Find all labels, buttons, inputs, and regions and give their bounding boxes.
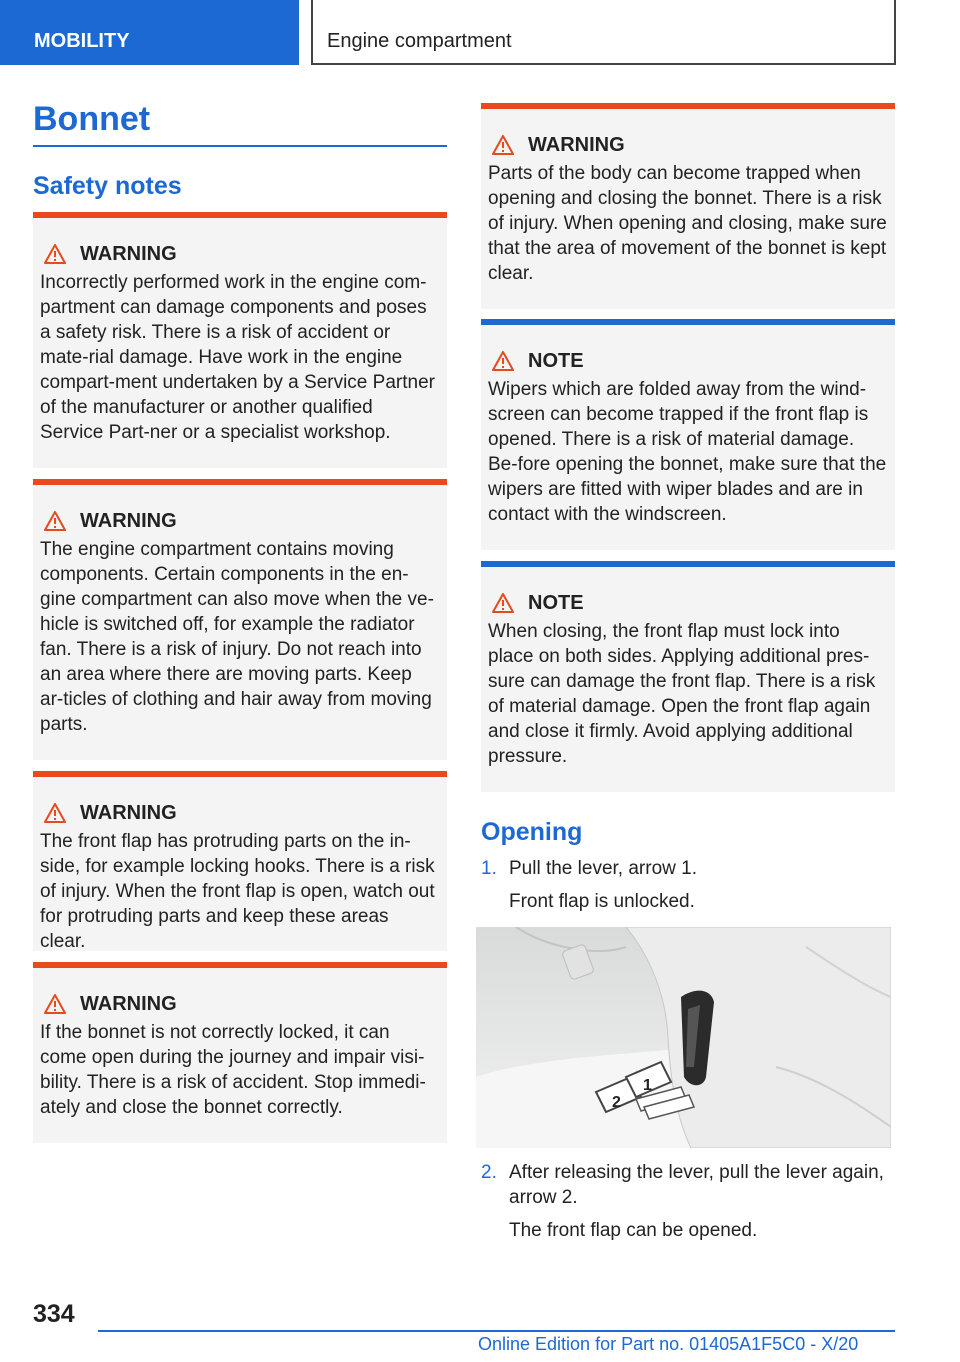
step-number: 2. — [481, 1162, 497, 1183]
callout-title: NOTE — [528, 349, 584, 372]
callout-warning-4 — [33, 962, 447, 1143]
warning-triangle-icon — [44, 244, 66, 264]
step-2 — [481, 1160, 893, 1243]
callout-text: The engine compartment contains moving components. Certain components in the en-gine compartment can also move when the ve-hicle is switched off, for example the radiator fan. There is a risk of injury. Do not reach into an area where there are moving parts. Keep ar-ticles of clothing and hair away from moving parts. — [40, 539, 434, 735]
callout-title: WARNING — [80, 801, 177, 824]
callout-text: When closing, the front flap must lock into place on both sides. Applying additional pres-sure can damage the front flap. There is a risk of material damage. Open the front flap again and close it firmly. Avoid applying additional pressure. — [488, 621, 876, 767]
warning-triangle-icon — [492, 351, 514, 371]
lever-figure-drawing — [476, 927, 891, 1148]
callout-title: NOTE — [528, 591, 584, 614]
callout-title: WARNING — [80, 992, 177, 1015]
step-result: The front flap can be opened. — [509, 1220, 758, 1241]
callout-warning-5 — [481, 103, 895, 309]
callout-note-1 — [481, 319, 895, 550]
page-number: 334 — [33, 1300, 75, 1328]
bonnet-release-lever-illustration — [476, 927, 891, 1148]
callout-warning-2 — [33, 479, 447, 760]
warning-triangle-icon — [492, 593, 514, 613]
page-title: Bonnet — [33, 100, 151, 138]
footer-edition: Online Edition for Part no. 01405A1F5C0 - X/20 — [478, 1334, 859, 1354]
step-text: After releasing the lever, pull the lever again, arrow 2. — [509, 1162, 884, 1208]
warning-triangle-icon — [44, 803, 66, 823]
step-number: 1. — [481, 858, 497, 879]
title-divider — [33, 145, 447, 147]
callout-text: Parts of the body can become trapped when opening and closing the bonnet. There is a risk of injury. When opening and closing, make sure that the area of movement of the bonnet is kept clear. — [488, 163, 887, 284]
callout-note-2 — [481, 561, 895, 792]
step-text: Pull the lever, arrow 1. — [509, 858, 697, 879]
section-title-safety-notes: Safety notes — [33, 172, 182, 200]
section-title-opening: Opening — [481, 818, 583, 846]
step-result: Front flap is unlocked. — [509, 891, 695, 912]
step-1 — [481, 856, 893, 914]
figure-arrow-label-2: 2 — [612, 1094, 621, 1111]
warning-triangle-icon — [44, 994, 66, 1014]
callout-text: The front flap has protruding parts on the in-side, for example locking hooks. There is a risk of injury. When the front flap is open, watch out for protruding parts and keep these areas clear. — [40, 831, 435, 952]
footer-divider — [98, 1330, 895, 1332]
figure-arrow-label-1: 1 — [643, 1077, 652, 1094]
callout-text: Incorrectly performed work in the engine com-partment can damage components and poses a safety risk. There is a risk of accident or mate-rial damage. Have work in the engine compart-ment undertaken by a Service Partner of the manufacturer or another qualified Service Part-ner or a specialist workshop. — [40, 272, 435, 443]
header-section-tab: MOBILITY — [0, 0, 299, 65]
callout-text: If the bonnet is not correctly locked, it can come open during the journey and impair visi-bility. There is a risk of accident. Stop immedi-ately and close the bonnet correctly. — [40, 1022, 426, 1118]
callout-title: WARNING — [80, 509, 177, 532]
callout-warning-3 — [33, 771, 447, 951]
warning-triangle-icon — [492, 135, 514, 155]
callout-title: WARNING — [80, 242, 177, 265]
warning-triangle-icon — [44, 511, 66, 531]
callout-warning-1 — [33, 212, 447, 468]
callout-title: WARNING — [528, 133, 625, 156]
header-chapter: Engine compartment — [311, 0, 896, 65]
callout-text: Wipers which are folded away from the wind-screen can become trapped if the front flap is opened. There is a risk of material damage. Be-fore opening the bonnet, make sure that the wipers are fitted with wiper blades and are in contact with the windscreen. — [488, 379, 887, 525]
